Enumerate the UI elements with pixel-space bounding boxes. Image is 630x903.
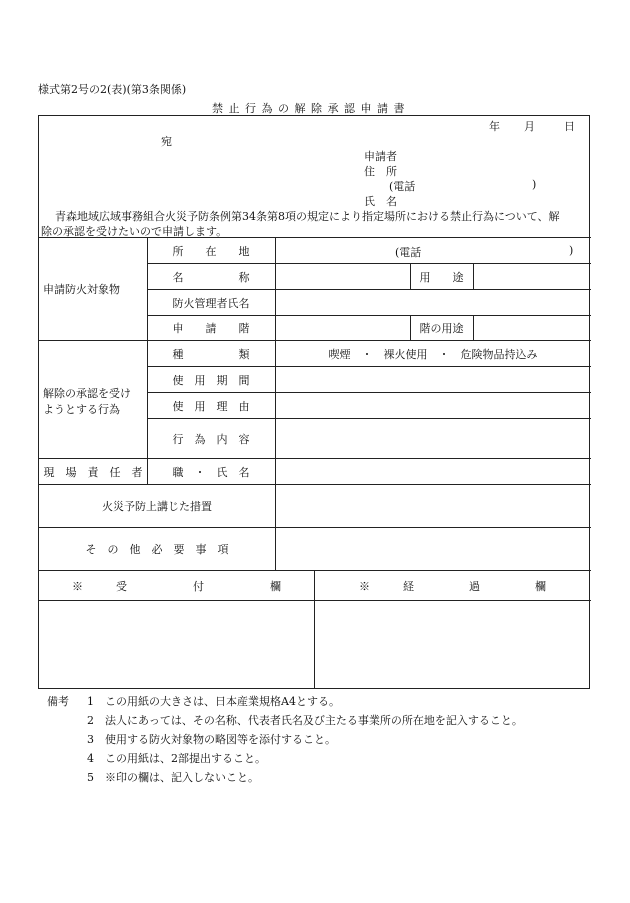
floor-use-label: 階の用途 [419,322,464,335]
note-item: 1 この用紙の大きさは、日本産業規格A4とする。 [87,695,340,708]
reception-column-header: ※ 受 付 欄 [72,579,281,593]
phone-close: ) [532,178,537,191]
name-label: 氏 名 [364,195,397,208]
use-label: 用 途 [419,270,464,284]
note-item: 3 使用する防火対象物の略図等を添付すること。 [87,733,336,746]
kind-options: 喫煙 ・ 裸火使用 ・ 危険物品持込み [328,347,538,361]
address-label: 住 所 [364,165,397,178]
location-phone-open: (電話 [395,246,422,259]
fire-measures-label: 火災予防上講じた措置 [102,500,212,513]
phone-open: (電話 [389,180,416,193]
group-action-label-line1: 解除の承認を受け [43,387,131,400]
month-label: 月 [524,120,535,133]
location-phone-close: ) [569,244,574,257]
row-divider [39,600,591,601]
notes-label: 備考 [47,695,69,708]
period-label: 使 用 期 間 [172,373,250,387]
applicant-label: 申請者 [364,150,397,163]
application-form [38,115,590,689]
note-item: 2 法人にあっては、その名称、代表者氏名及び主たる事業所の所在地を記入すること。 [87,714,523,727]
content-label: 行 為 内 容 [172,432,250,446]
form-title: 禁 止 行 為 の 解 除 承 認 申 請 書 [212,102,406,115]
column-divider [275,237,276,570]
progress-column-header: ※ 経 過 欄 [359,579,546,593]
building-name-label: 名 称 [172,270,250,284]
group-protected-building-label: 申請防火対象物 [43,283,120,296]
other-matters-label: そ の 他 必 要 事 項 [85,543,229,556]
group-action-label-line2: ようとする行為 [43,403,120,416]
addressee-label: 宛 [161,135,172,148]
location-label: 所 在 地 [172,244,250,258]
column-divider [473,263,474,289]
year-label: 年 [489,120,500,133]
note-item: 5 ※印の欄は、記入しないこと。 [87,771,259,784]
kind-label: 種 類 [172,347,250,361]
floor-label: 申 請 階 [172,322,250,335]
title-name-label: 職 ・ 氏 名 [172,465,250,479]
note-item: 4 この用紙は、2部提出すること。 [87,752,266,765]
fire-manager-label: 防火管理者氏名 [172,296,250,310]
supervisor-label: 現 場 責 任 者 [43,465,143,479]
application-text-line1: 青森地域広域事務組合火災予防条例第34条第8項の規定により指定場所における禁止行為について、解 [55,210,560,223]
application-text-line2: 除の承認を受けたいので申請します。 [41,225,228,238]
day-label: 日 [564,120,575,133]
form-number: 様式第2号の2(表)(第3条関係) [38,83,187,96]
column-divider [473,315,474,340]
reason-label: 使 用 理 由 [172,399,250,413]
